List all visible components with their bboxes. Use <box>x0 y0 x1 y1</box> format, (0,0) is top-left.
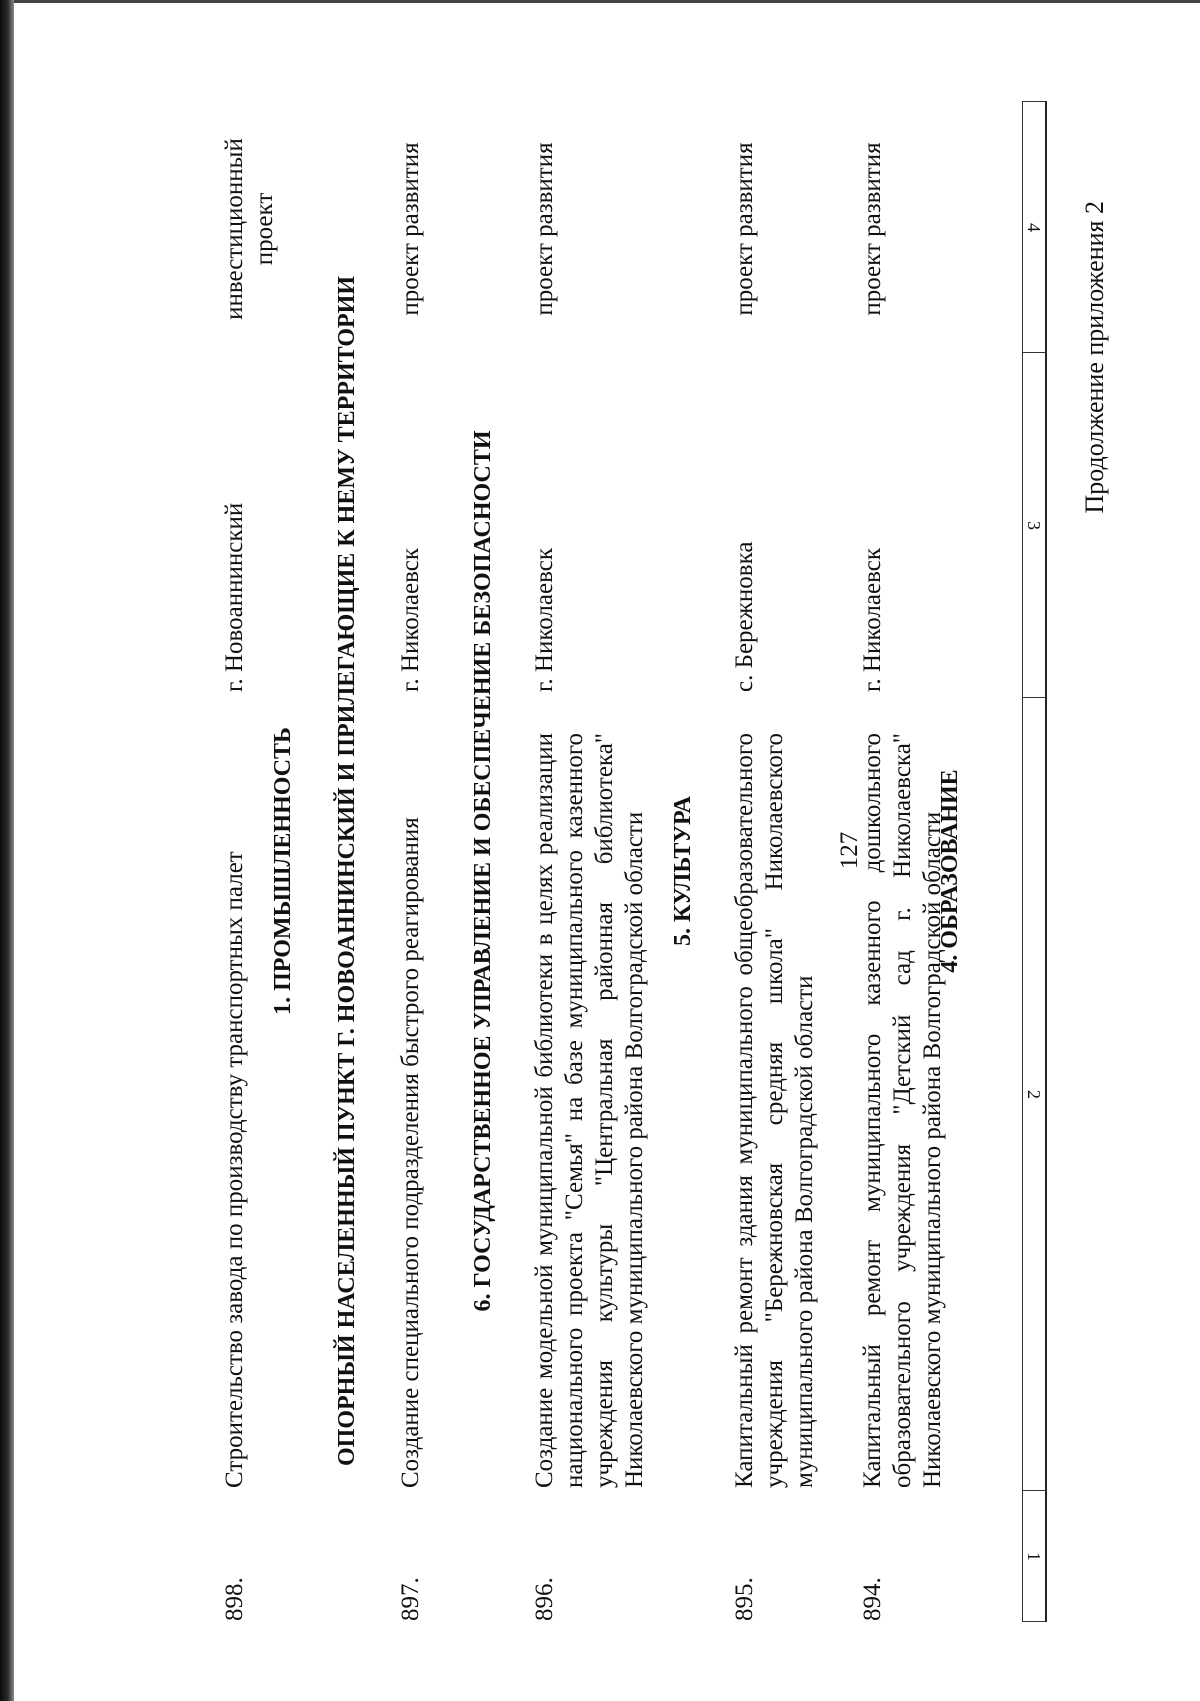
row-type: проект развития <box>397 142 424 316</box>
row-location: г. Николаевск <box>859 548 886 692</box>
section-heading-education: 4. ОБРАЗОВАНИЕ <box>937 769 963 973</box>
row-description: Создание модельной муниципальной библиотеки в целях реализации национального проекта "Семья" на базе муниципального казенного учреждения культуры "Центральная районная библиотека" Николаевского муниципального района Волгоградской области <box>531 733 648 1488</box>
row-type: проект развития <box>731 142 758 316</box>
row-type: инвестиционный проект <box>221 138 278 320</box>
section-heading-industry: 1. ПРОМЫШЛЕННОСТЬ <box>270 727 296 1015</box>
row-number: 897. <box>397 1577 424 1621</box>
row-description: Капитальный ремонт здания муниципального общеобразовательного учреждения "Бережновская средняя школа" Николаевского муниципального района Волгоградской области <box>731 733 818 1488</box>
row-type: проект развития <box>859 142 886 316</box>
page-number: 127 <box>836 831 863 870</box>
row-location: с. Бережновка <box>731 541 758 692</box>
section-heading-government: 6. ГОСУДАРСТВЕННОЕ УПРАВЛЕНИЕ И ОБЕСПЕЧЕНИЕ БЕЗОПАСНОСТИ <box>470 430 496 1312</box>
row-number: 898. <box>221 1577 248 1621</box>
row-location: г. Новоаннинский <box>221 502 248 692</box>
section-heading-culture: 5. КУЛЬТУРА <box>670 796 696 946</box>
row-location: г. Николаевск <box>531 548 558 692</box>
row-number: 896. <box>531 1577 558 1621</box>
row-number: 894. <box>859 1577 886 1621</box>
row-description: Создание специального подразделения быстрого реагирования <box>397 817 424 1488</box>
row-type: проект развития <box>531 142 558 316</box>
section-heading-region: ОПОРНЫЙ НАСЕЛЕННЫЙ ПУНКТ Г. НОВОАННИНСКИЙ И ПРИЛЕГАЮЩИЕ К НЕМУ ТЕРРИТОРИИ <box>334 276 360 1466</box>
row-description: Капитальный ремонт муниципального казенного дошкольного образовательного учреждения "Детский сад г. Николаевска" Николаевского муниципального района Волгоградской области <box>859 733 946 1488</box>
row-location: г. Николаевск <box>397 548 424 692</box>
column-number-2: 2 <box>1024 1090 1044 1099</box>
column-number-3: 3 <box>1024 521 1044 530</box>
continuation-label: Продолжение приложения 2 <box>1080 201 1109 514</box>
column-number-4: 4 <box>1024 223 1044 232</box>
column-number-1: 1 <box>1024 1552 1044 1561</box>
row-number: 895. <box>731 1577 758 1621</box>
row-description: Строительство завода по производству транспортных палет <box>221 851 248 1488</box>
